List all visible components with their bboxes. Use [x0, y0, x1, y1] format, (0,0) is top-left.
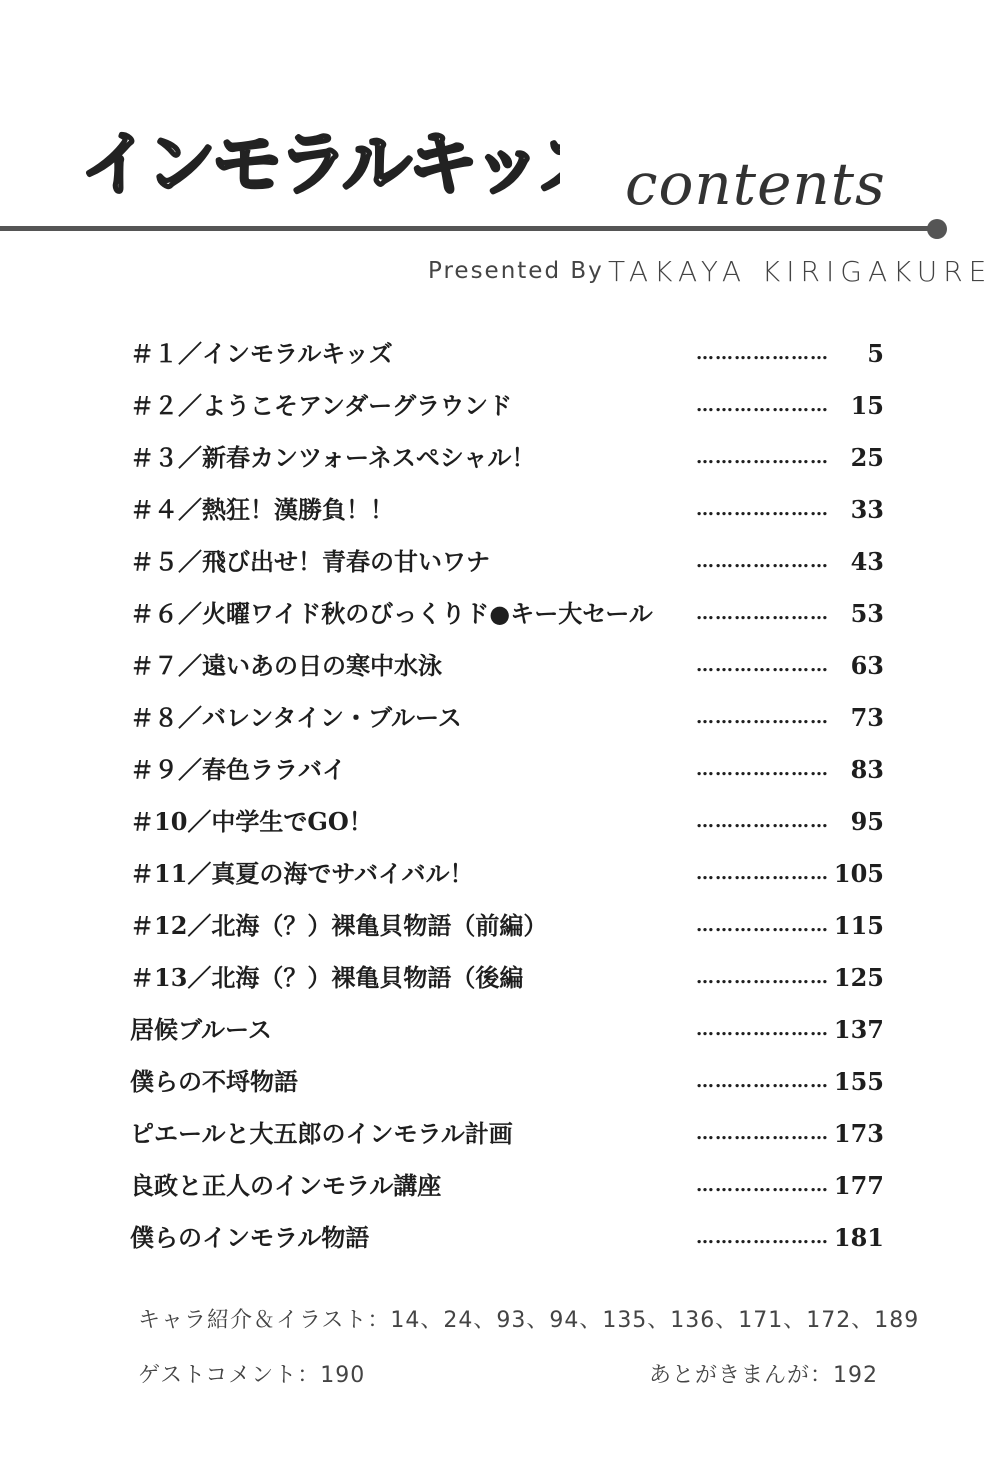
toc-entry-page: 83 — [850, 755, 884, 784]
presented-by: Presented By — [428, 258, 604, 284]
toc-entry-page: 73 — [850, 703, 884, 732]
toc-entry-title: ＃５／飛び出せ！青春の甘いワナ — [130, 547, 490, 576]
toc-entry — [130, 388, 890, 440]
toc-entry-page: 5 — [867, 339, 884, 368]
contents-heading: contents — [625, 150, 886, 218]
toc-entry-leader: ………………… — [696, 863, 829, 884]
toc-entry-leader: ………………… — [696, 395, 829, 416]
toc-entry-title: ピエールと大五郎のインモラル計画 — [130, 1119, 513, 1148]
toc-entry-leader: ………………… — [696, 1071, 829, 1092]
toc-entry-title: 良政と正人のインモラル講座 — [130, 1171, 442, 1200]
toc-entry — [130, 492, 890, 544]
toc-entry-title: ＃３／新春カンツォーネスペシャル！ — [130, 443, 536, 472]
toc-entry-leader: ………………… — [696, 707, 829, 728]
toc-entry-title: 居候ブルース — [130, 1015, 272, 1044]
toc-entry-title: ＃９／春色ララバイ — [130, 755, 346, 784]
toc-entry-page: 177 — [833, 1171, 884, 1200]
toc-entry-leader: ………………… — [696, 603, 829, 624]
toc-entry — [130, 336, 890, 388]
toc-entry-leader: ………………… — [696, 915, 829, 936]
character-intro-pages: キャラ紹介＆イラスト：14、24、93、94、135、136、171、172、189 — [138, 1308, 920, 1333]
toc-entry-title: ＃２／ようこそアンダーグラウンド — [130, 391, 513, 420]
toc-entry-page: 15 — [850, 391, 884, 420]
toc-entry-leader: ………………… — [696, 499, 829, 520]
toc-entry-leader: ………………… — [696, 551, 829, 572]
header-rule-dot — [927, 219, 947, 239]
toc-entry-leader: ………………… — [696, 1123, 829, 1144]
toc-entry-page: 53 — [850, 599, 884, 628]
toc-entry — [130, 908, 890, 960]
toc-entry-title: ＃８／バレンタイン・ブルース — [130, 703, 462, 732]
toc-entry-page: 33 — [850, 495, 884, 524]
toc-entry — [130, 440, 890, 492]
toc-entry-title: ＃13／北海（？）裸亀貝物語（後編 — [130, 963, 524, 992]
toc-entry — [130, 960, 890, 1012]
toc-entry-page: 173 — [833, 1119, 884, 1148]
toc-entry-title: ＃11／真夏の海でサバイバル！ — [130, 859, 474, 888]
toc-entry-leader: ………………… — [696, 967, 829, 988]
toc-entry-page: 155 — [833, 1067, 884, 1096]
toc-entry — [130, 596, 890, 648]
toc-entry — [130, 648, 890, 700]
toc-entry — [130, 1116, 890, 1168]
toc-entry-leader: ………………… — [696, 759, 829, 780]
toc-entry-page: 115 — [833, 911, 884, 940]
toc-entry-title: 僕らのインモラル物語 — [130, 1223, 370, 1252]
toc-entry-page: 63 — [850, 651, 884, 680]
toc-entry-page: 43 — [850, 547, 884, 576]
toc-entry-leader: ………………… — [696, 1019, 829, 1040]
toc-entry — [130, 1064, 890, 1116]
toc-entry — [130, 1220, 890, 1272]
toc-entry-page: 181 — [833, 1223, 884, 1252]
table-of-contents — [130, 336, 890, 1272]
guest-comment-page: ゲストコメント：190 — [138, 1363, 366, 1388]
title-logo-text: インモラルキッズ — [80, 123, 560, 205]
toc-entry-title: ＃12／北海（？）裸亀貝物語（前編） — [130, 911, 548, 940]
toc-entry — [130, 752, 890, 804]
toc-entry-title: ＃10／中学生でGO！ — [130, 807, 373, 836]
author-name: TAKAYA KIRIGAKURE — [608, 255, 993, 288]
toc-entry-title: ＃７／遠いあの日の寒中水泳 — [130, 651, 442, 680]
toc-entry — [130, 804, 890, 856]
toc-entry-page: 25 — [850, 443, 884, 472]
toc-entry-page: 105 — [833, 859, 884, 888]
toc-entry-title: ＃４／熱狂！漢勝負！！ — [130, 495, 394, 524]
toc-entry-leader: ………………… — [696, 343, 829, 364]
title-logo-image — [80, 60, 560, 220]
toc-entry — [130, 856, 890, 908]
toc-entry-leader: ………………… — [696, 655, 829, 676]
toc-entry — [130, 544, 890, 596]
toc-entry-page: 137 — [833, 1015, 884, 1044]
header-rule — [0, 226, 935, 231]
toc-entry-leader: ………………… — [696, 1175, 829, 1196]
toc-entry-page: 95 — [850, 807, 884, 836]
title-logo — [80, 60, 560, 220]
afterword-page: あとがきまんが：192 — [649, 1363, 878, 1388]
toc-entry — [130, 1168, 890, 1220]
toc-entry-title: ＃６／火曜ワイド秋のびっくりド●キー大セール — [130, 599, 653, 628]
toc-entry-page: 125 — [833, 963, 884, 992]
toc-entry-leader: ………………… — [696, 1227, 829, 1248]
toc-entry-leader: ………………… — [696, 447, 829, 468]
toc-entry-title: ＃１／インモラルキッズ — [130, 339, 393, 368]
toc-entry-leader: ………………… — [696, 811, 829, 832]
toc-entry-title: 僕らの不埒物語 — [130, 1067, 298, 1096]
toc-entry — [130, 700, 890, 752]
toc-entry — [130, 1012, 890, 1064]
